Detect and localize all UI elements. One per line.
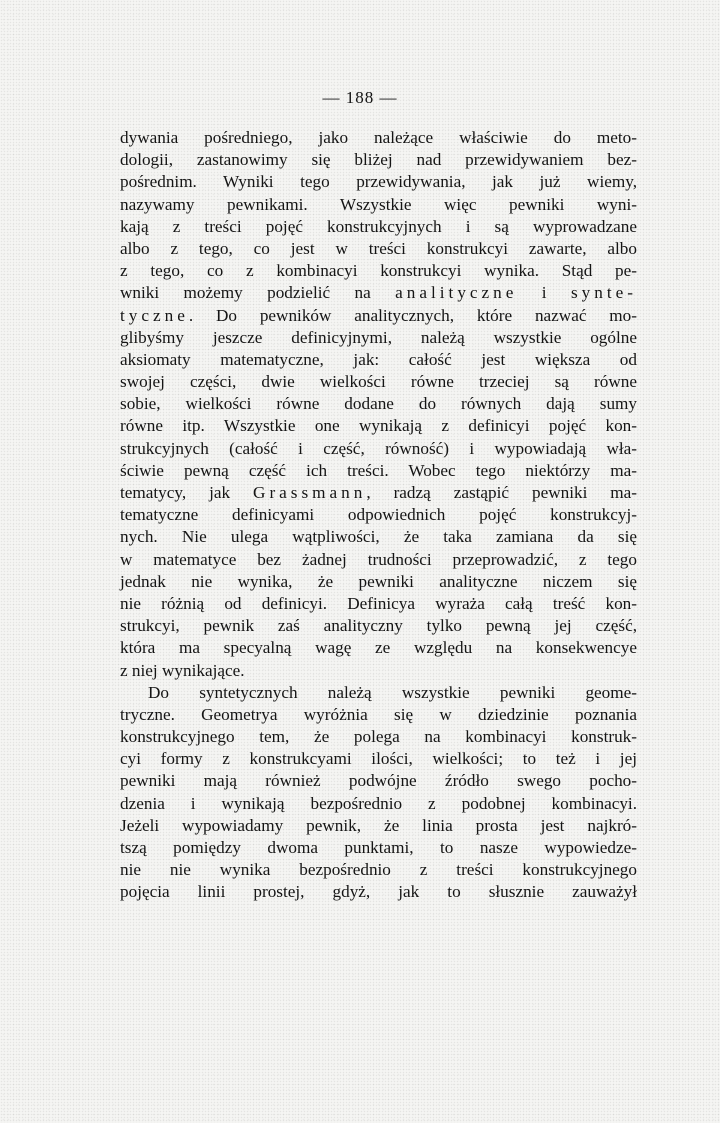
text-line: jednak nie wynika, że pewniki analityczne niczem się (120, 571, 637, 591)
text-line: równe itp. Wszystkie one wynikają z definicyi pojęć kon- (120, 416, 637, 436)
text-line: strukcyjnych (całość i część, równość) i wypowiadają wła- (120, 438, 637, 458)
text-line: ściwie pewną część ich treści. Wobec tego niektórzy ma- (120, 460, 637, 480)
text-line: z tego, co z kombinacyi konstrukcyi wynika. Stąd pe- (120, 261, 637, 281)
body-text (120, 127, 637, 904)
spaced-emphasis: Grassmann (253, 483, 367, 502)
text-line: dologii, zastanowimy się bliżej nad przewidywaniem bez- (120, 150, 637, 170)
text-line: pośrednim. Wyniki tego przewidywania, jak już wiemy, (120, 172, 637, 192)
text-line: kają z treści pojęć konstrukcyjnych i są wyprowadzane (120, 216, 637, 236)
text-line: cyi formy z konstrukcyami ilości, wielkości; to też i jej (120, 749, 637, 769)
text-line: strukcyi, pewnik zaś analityczny tylko pewną jej część, (120, 616, 637, 636)
text-line: tyczne. Do pewników analitycznych, które nazwać mo- (120, 305, 637, 325)
text-line: wniki możemy podzielić na analityczne i synte- (120, 283, 637, 303)
text-line: tryczne. Geometrya wyróżnia się w dziedzinie poznania (120, 704, 637, 724)
text-line: która ma specyalną wagę ze względu na konsekwencye (120, 638, 637, 658)
text-line: swojej części, dwie wielkości równe trzeciej są równe (120, 372, 637, 392)
spaced-emphasis: tyczne (120, 305, 189, 325)
text-line: w matematyce bez żadnej trudności przeprowadzić, z tego (120, 549, 637, 569)
text-line: konstrukcyjnego tem, że polega na kombinacyi konstruk- (120, 727, 637, 747)
text-line: nie nie wynika bezpośrednio z treści konstrukcyjnego (120, 860, 637, 880)
text-line: albo z tego, co jest w treści konstrukcyi zawarte, albo (120, 238, 637, 258)
text-line: nie różnią od definicyi. Definicya wyraża całą treść kon- (120, 593, 637, 613)
text-line: dywania pośredniego, jako należące właściwie do meto- (120, 128, 637, 147)
text-line: tematyczne definicyami odpowiednich pojęć konstrukcyj- (120, 505, 637, 525)
paragraph-1 (120, 127, 637, 682)
spaced-emphasis: synte- (570, 283, 637, 303)
text-line: sobie, wielkości równe dodane do równych dają sumy (120, 394, 637, 414)
page-number: — 188 — (322, 88, 398, 107)
text-line: glibyśmy jeszcze definicyjnymi, należą wszystkie ogólne (120, 327, 637, 347)
text-line: tematycy, jak Grassmann, radzą zastąpić pewniki ma- (120, 483, 637, 502)
paragraph-2 (120, 682, 637, 904)
text-line: nych. Nie ulega wątpliwości, że taka zamiana da się (120, 527, 637, 547)
text-line: pewniki mają również podwójne źródło swego pocho- (120, 771, 637, 791)
spaced-emphasis: analityczne (395, 283, 518, 303)
text-line: Jeżeli wypowiadamy pewnik, że linia prosta jest najkró- (120, 815, 637, 835)
text-line: tszą pomiędzy dwoma punktami, to nasze wypowiedze- (120, 838, 637, 857)
text-line: aksiomaty matematyczne, jak: całość jest większa od (120, 349, 637, 369)
text-line: Do syntetycznych należą wszystkie pewniki geome- (148, 682, 637, 702)
text-line: z niej wynikające. (120, 660, 245, 680)
text-line: nazywamy pewnikami. Wszystkie więc pewniki wyni- (120, 194, 637, 214)
text-line: dzenia i wynikają bezpośrednio z podobnej kombinacyi. (120, 793, 637, 813)
text-line: pojęcia linii prostej, gdyż, jak to słusznie zauważył (120, 882, 637, 902)
